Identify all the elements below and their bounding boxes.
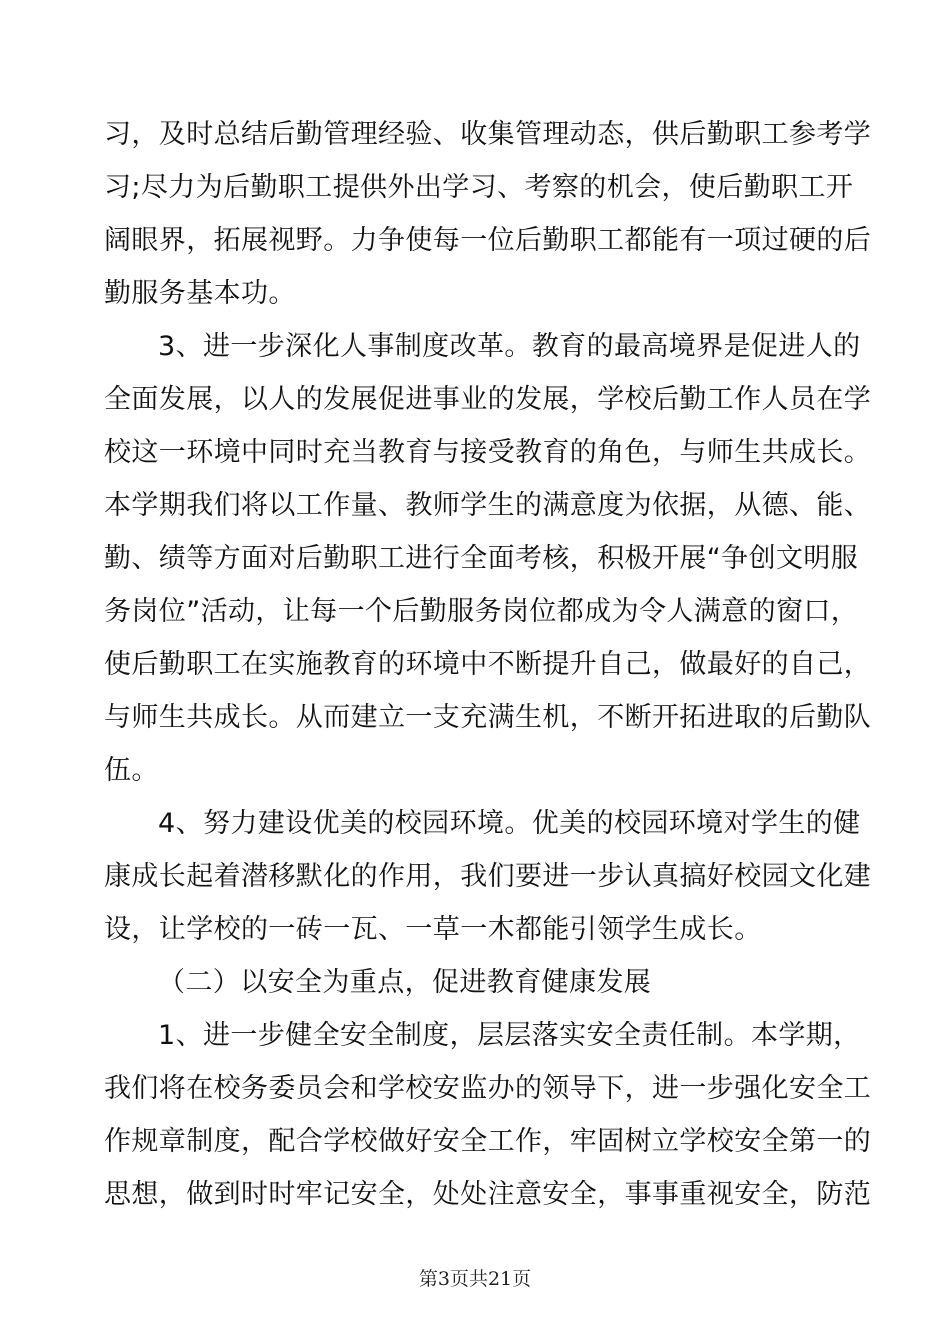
- text-line: 习;尽力为后勤职工提供外出学习、考察的机会，使后勤职工开: [104, 172, 854, 203]
- text-line: 思想，做到时时牢记安全，处处注意安全，事事重视安全，防范: [104, 1179, 872, 1210]
- text-line: 与师生共成长。从而建立一支充满生机，不断开拓进取的后勤队: [104, 702, 872, 733]
- text-line: 4、努力建设优美的校园环境。优美的校园环境对学生的健: [158, 808, 861, 839]
- text-line: 阔眼界，拓展视野。力争使每一位后勤职工都能有一项过硬的后: [104, 225, 872, 256]
- text-line: 3、进一步深化人事制度改革。教育的最高境界是促进人的: [158, 331, 861, 362]
- text-line: 全面发展，以人的发展促进事业的发展，学校后勤工作人员在学: [104, 384, 872, 415]
- page-number: 第3页共21页: [418, 1268, 532, 1290]
- text-line: 勤服务基本功。: [104, 278, 296, 309]
- text-line: 作规章制度，配合学校做好安全工作，牢固树立学校安全第一的: [104, 1126, 872, 1157]
- text-line: 使后勤职工在实施教育的环境中不断提升自己，做最好的自己，: [104, 649, 872, 680]
- text-line: 我们将在校务委员会和学校安监办的领导下，进一步强化安全工: [104, 1073, 872, 1104]
- text-line: 康成长起着潜移默化的作用，我们要进一步认真搞好校园文化建: [104, 861, 872, 892]
- text-line: 务岗位”活动，让每一个后勤服务岗位都成为令人满意的窗口，: [104, 596, 859, 627]
- section-heading: （二）以安全为重点，促进教育健康发展: [158, 967, 652, 998]
- text-line: 勤、绩等方面对后勤职工进行全面考核，积极开展“争创文明服: [104, 543, 859, 574]
- text-line: 校这一环境中同时充当教育与接受教育的角色，与师生共成长。: [104, 437, 872, 468]
- text-line: 习，及时总结后勤管理经验、收集管理动态，供后勤职工参考学: [104, 119, 872, 150]
- text-line: 本学期我们将以工作量、教师学生的满意度为依据，从德、能、: [104, 490, 872, 521]
- text-line: 1、进一步健全安全制度，层层落实安全责任制。本学期，: [158, 1020, 861, 1051]
- text-line: 伍。: [104, 755, 159, 786]
- text-line: 设，让学校的一砖一瓦、一草一木都能引领学生成长。: [104, 914, 762, 945]
